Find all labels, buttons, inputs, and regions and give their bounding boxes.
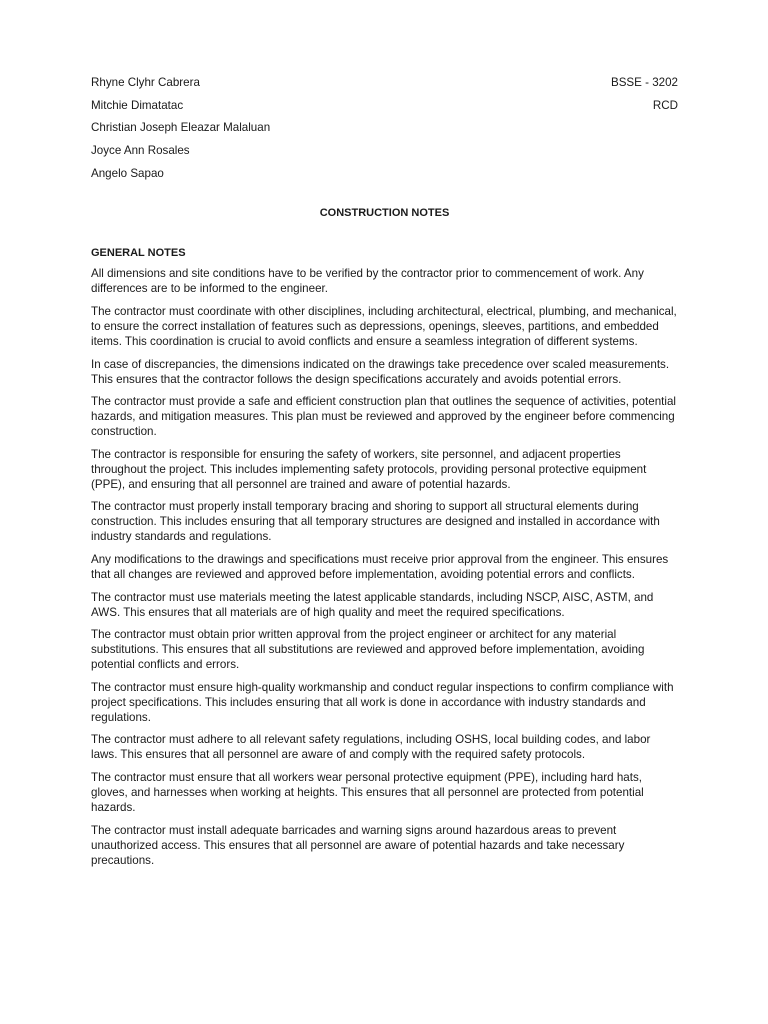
author-name: Mitchie Dimatatac: [91, 98, 184, 112]
note-paragraph: The contractor is responsible for ensuring the safety of workers, site personnel, and adjacent properties throughout the project. This includes implementing safety protocols, providing personal protective equipment (PPE), and ensuring that all personnel are trained and aware of potential hazards.: [91, 447, 647, 491]
note-paragraph: The contractor must properly install temporary bracing and shoring to support all structural elements during construction. This includes ensuring that all temporary structures are designed and installed in accordance with industry standards and regulations.: [91, 500, 660, 544]
note-paragraph: All dimensions and site conditions have to be verified by the contractor prior to commencement of work. Any differences are to be informed to the engineer.: [91, 267, 644, 296]
note-paragraph: The contractor must adhere to all relevant safety regulations, including OSHS, local building codes, and labor laws. This ensures that all personnel are aware of and comply with the required safety protocols.: [91, 733, 651, 762]
author-name: Joyce Ann Rosales: [91, 144, 190, 158]
note-paragraph: The contractor must coordinate with other disciplines, including architectural, electrical, plumbing, and mechanical, to ensure the correct installation of features such as depressions, openings, sleeves, partitions, and embedded items. This coordination is crucial to avoid conflicts and ensure a seamless integration of different systems.: [91, 305, 677, 349]
note-paragraph: The contractor must install adequate barricades and warning signs around hazardous areas to prevent unauthorized access. This ensures that all personnel are aware of potential hazards and take necessary precautions.: [91, 823, 625, 867]
author-name: Angelo Sapao: [91, 166, 164, 180]
course-meta: [611, 72, 678, 185]
author-name: Christian Joseph Eleazar Malaluan: [91, 121, 271, 135]
course-code: RCD: [652, 98, 678, 112]
section-code: BSSE - 3202: [610, 76, 678, 89]
section-heading: GENERAL NOTES: [91, 247, 186, 260]
note-paragraph: The contractor must use materials meeting the latest applicable standards, including NSCP, AISC, ASTM, and AWS. This ensures that all materials are of high quality and meet the required specifications.: [91, 590, 654, 619]
note-paragraph: The contractor must provide a safe and efficient construction plan that outlines the sequence of activities, potential hazards, and mitigation measures. This plan must be reviewed and approved by the engineer before commencing construction.: [91, 395, 676, 439]
note-paragraph: The contractor must ensure that all workers wear personal protective equipment (PPE), including hard hats, gloves, and harnesses when working at heights. This ensures that all personnel are protected from potential hazards.: [91, 770, 644, 814]
document-header: [91, 72, 678, 185]
author-list: [91, 72, 270, 185]
note-paragraph: The contractor must obtain prior written approval from the project engineer or architect for any material substitutions. This ensures that all substitutions are reviewed and approved before implementation, avoiding potential conflicts and errors.: [91, 628, 645, 672]
notes-list: [91, 266, 678, 867]
document-title: CONSTRUCTION NOTES: [319, 207, 450, 220]
note-paragraph: In case of discrepancies, the dimensions indicated on the drawings take precedence over scaled measurements. This ensures that the contractor follows the design specifications accurately and avoids potential errors.: [91, 357, 670, 386]
author-name: Rhyne Clyhr Cabrera: [91, 76, 200, 89]
note-paragraph: Any modifications to the drawings and specifications must receive prior approval from the engineer. This ensures that all changes are reviewed and approved before implementation, avoiding potential errors and conflicts.: [91, 553, 669, 581]
note-paragraph: The contractor must ensure high-quality workmanship and conduct regular inspections to confirm compliance with project specifications. This includes ensuring that all work is done in accordance with industry standards and regulations.: [91, 680, 674, 724]
